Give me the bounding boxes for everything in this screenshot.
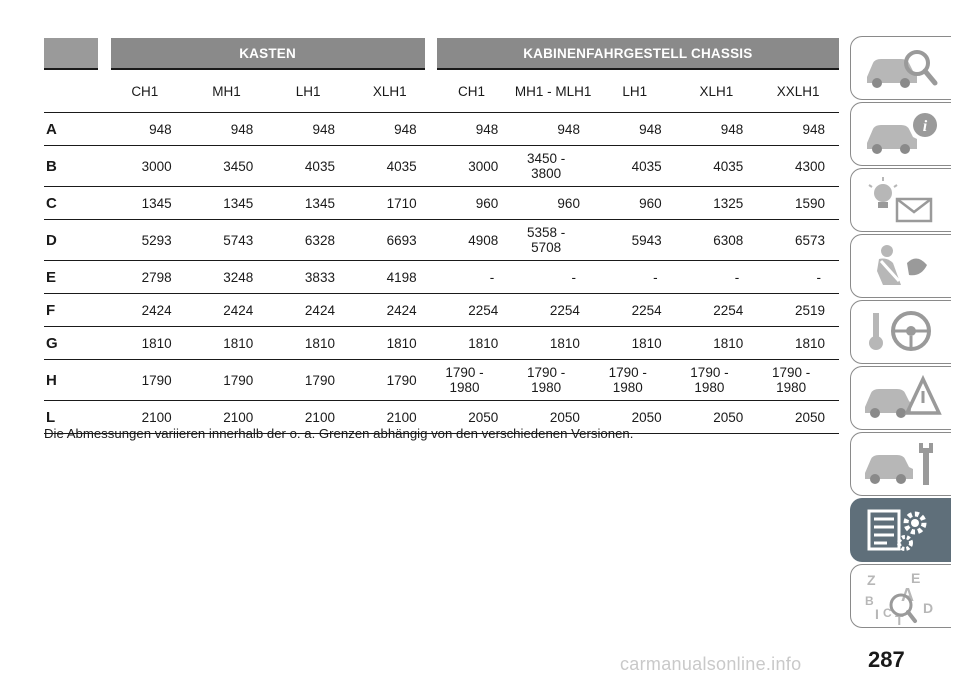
- table-cell: 2050: [431, 401, 513, 434]
- table-cell: 1810: [431, 327, 513, 360]
- table-row: [44, 187, 839, 220]
- table-cell: 2050: [512, 401, 594, 434]
- alphabet-index-search-icon: [861, 571, 943, 627]
- sidebar-tab-maintenance[interactable]: [850, 432, 951, 496]
- svg-text:A: A: [901, 585, 914, 605]
- table-row: [44, 113, 839, 146]
- row-label: B: [44, 146, 104, 187]
- table-cell: 4908: [431, 220, 513, 261]
- table-cell: 2424: [104, 294, 186, 327]
- table-cell: 1790: [104, 360, 186, 401]
- column-header-blank: [44, 69, 104, 113]
- svg-text:D: D: [923, 600, 934, 616]
- table-row: [44, 327, 839, 360]
- table-cell: -: [431, 261, 513, 294]
- table-cell: 3248: [186, 261, 268, 294]
- table-row: [44, 220, 839, 261]
- table-row: [44, 146, 839, 187]
- table-cell: 2254: [676, 294, 758, 327]
- header-stub: [44, 38, 104, 69]
- table-cell: 1810: [349, 327, 431, 360]
- table-cell: 1810: [512, 327, 594, 360]
- car-search-icon: [861, 43, 943, 93]
- table-cell: 1790 - 1980: [512, 360, 594, 401]
- sidebar-tab-index[interactable]: [850, 564, 951, 628]
- table-cell: 960: [431, 187, 513, 220]
- table-cell: 2100: [349, 401, 431, 434]
- table-cell: 3000: [431, 146, 513, 187]
- warning-light-message-icon: [861, 175, 943, 225]
- table-cell: 1810: [676, 327, 758, 360]
- table-cell: 3000: [104, 146, 186, 187]
- table-cell: 2100: [186, 401, 268, 434]
- table-row: [44, 360, 839, 401]
- specs-list-gear-icon: [861, 505, 943, 555]
- table-cell: 2424: [186, 294, 268, 327]
- table-cell: 4035: [676, 146, 758, 187]
- table-cell: 948: [267, 113, 349, 146]
- table-cell: 2519: [757, 294, 839, 327]
- table-cell: 2100: [267, 401, 349, 434]
- table-cell: 1790: [349, 360, 431, 401]
- row-label: D: [44, 220, 104, 261]
- column-header: LH1: [594, 69, 676, 113]
- row-label: A: [44, 113, 104, 146]
- table-cell: 5943: [594, 220, 676, 261]
- table-cell: 5743: [186, 220, 268, 261]
- key-steering-wheel-icon: [861, 307, 943, 357]
- table-cell: 4035: [267, 146, 349, 187]
- row-label: G: [44, 327, 104, 360]
- table-cell: 1710: [349, 187, 431, 220]
- svg-text:Z: Z: [867, 572, 876, 588]
- svg-text:C: C: [883, 606, 892, 620]
- svg-text:i: i: [922, 118, 928, 135]
- row-label: E: [44, 261, 104, 294]
- table-cell: 960: [512, 187, 594, 220]
- sidebar-tab-car-search[interactable]: [850, 36, 951, 100]
- table-cell: 1345: [186, 187, 268, 220]
- row-label: C: [44, 187, 104, 220]
- table-cell: 1790: [267, 360, 349, 401]
- car-info-icon: [861, 109, 943, 159]
- table-row: [44, 261, 839, 294]
- sidebar-tab-emergency[interactable]: [850, 366, 951, 430]
- table-cell: 6693: [349, 220, 431, 261]
- table-cell: 948: [104, 113, 186, 146]
- airbag-seatbelt-icon: [861, 241, 943, 291]
- table-cell: 948: [431, 113, 513, 146]
- page-number: 287: [868, 647, 905, 672]
- table-cell: 960: [594, 187, 676, 220]
- column-header-row: [44, 69, 839, 113]
- table-cell: 5293: [104, 220, 186, 261]
- column-header: CH1: [431, 69, 513, 113]
- group-header-kasten: KASTEN: [104, 38, 431, 69]
- table-cell: 1790 - 1980: [594, 360, 676, 401]
- column-header: CH1: [104, 69, 186, 113]
- table-cell: -: [676, 261, 758, 294]
- table-cell: 2050: [594, 401, 676, 434]
- footnote: Die Abmessungen variieren innerhalb der o. a. Grenzen abhängig von den verschiedenen Versionen.: [44, 426, 634, 441]
- column-header: LH1: [267, 69, 349, 113]
- sidebar-tab-technical-data[interactable]: [850, 498, 951, 562]
- table-cell: -: [512, 261, 594, 294]
- table-cell: 1590: [757, 187, 839, 220]
- table-cell: 2424: [267, 294, 349, 327]
- table-cell: 1790 - 1980: [757, 360, 839, 401]
- group-header-chassis: KABINENFAHRGESTELL CHASSIS: [431, 38, 839, 69]
- svg-text:B: B: [865, 594, 874, 608]
- table-cell: 3833: [267, 261, 349, 294]
- table-cell: 4035: [594, 146, 676, 187]
- sidebar-tab-safety[interactable]: [850, 234, 951, 298]
- watermark: carmanualsonline.info: [620, 654, 802, 674]
- table-cell: 1790 - 1980: [431, 360, 513, 401]
- table-cell: 6328: [267, 220, 349, 261]
- table-cell: 2100: [104, 401, 186, 434]
- sidebar-tab-driving[interactable]: [850, 300, 951, 364]
- table-cell: 4035: [349, 146, 431, 187]
- row-label: F: [44, 294, 104, 327]
- table-cell: 1810: [267, 327, 349, 360]
- sidebar-tab-car-info[interactable]: [850, 102, 951, 166]
- table-cell: 2254: [431, 294, 513, 327]
- row-label: L: [44, 401, 104, 434]
- sidebar-tab-warning-lights[interactable]: [850, 168, 951, 232]
- dimensions-table: [44, 38, 839, 434]
- column-header: MH1 - MLH1: [512, 69, 594, 113]
- svg-text:I: I: [875, 606, 879, 622]
- table-cell: 1345: [104, 187, 186, 220]
- table-cell: 1790: [186, 360, 268, 401]
- svg-text:T: T: [895, 612, 904, 627]
- table-cell: 1345: [267, 187, 349, 220]
- table-cell: 948: [512, 113, 594, 146]
- column-header: XLH1: [349, 69, 431, 113]
- svg-text:E: E: [911, 571, 921, 586]
- table-cell: 1790 - 1980: [676, 360, 758, 401]
- table-cell: 948: [676, 113, 758, 146]
- table-cell: 2254: [594, 294, 676, 327]
- car-wrench-icon: [861, 439, 943, 489]
- table-cell: 1810: [757, 327, 839, 360]
- table-cell: 6573: [757, 220, 839, 261]
- table-cell: 1810: [104, 327, 186, 360]
- table-cell: 4198: [349, 261, 431, 294]
- table-cell: 5358 - 5708: [512, 220, 594, 261]
- row-label: H: [44, 360, 104, 401]
- dimensions-table-wrap: [44, 38, 839, 434]
- car-breakdown-warning-icon: [861, 373, 943, 423]
- table-cell: 2424: [349, 294, 431, 327]
- column-header: XXLH1: [757, 69, 839, 113]
- table-cell: 3450: [186, 146, 268, 187]
- column-header: MH1: [186, 69, 268, 113]
- table-cell: 2050: [757, 401, 839, 434]
- table-cell: 1810: [594, 327, 676, 360]
- table-row: [44, 294, 839, 327]
- table-cell: 3450 - 3800: [512, 146, 594, 187]
- table-cell: 948: [349, 113, 431, 146]
- table-cell: -: [594, 261, 676, 294]
- table-cell: 2254: [512, 294, 594, 327]
- table-cell: 4300: [757, 146, 839, 187]
- table-cell: 948: [757, 113, 839, 146]
- table-cell: -: [757, 261, 839, 294]
- table-cell: 2798: [104, 261, 186, 294]
- table-cell: 1325: [676, 187, 758, 220]
- table-cell: 948: [186, 113, 268, 146]
- table-cell: 1810: [186, 327, 268, 360]
- table-cell: 6308: [676, 220, 758, 261]
- column-header: XLH1: [676, 69, 758, 113]
- group-header-row: [44, 38, 839, 69]
- table-cell: 2050: [676, 401, 758, 434]
- table-cell: 948: [594, 113, 676, 146]
